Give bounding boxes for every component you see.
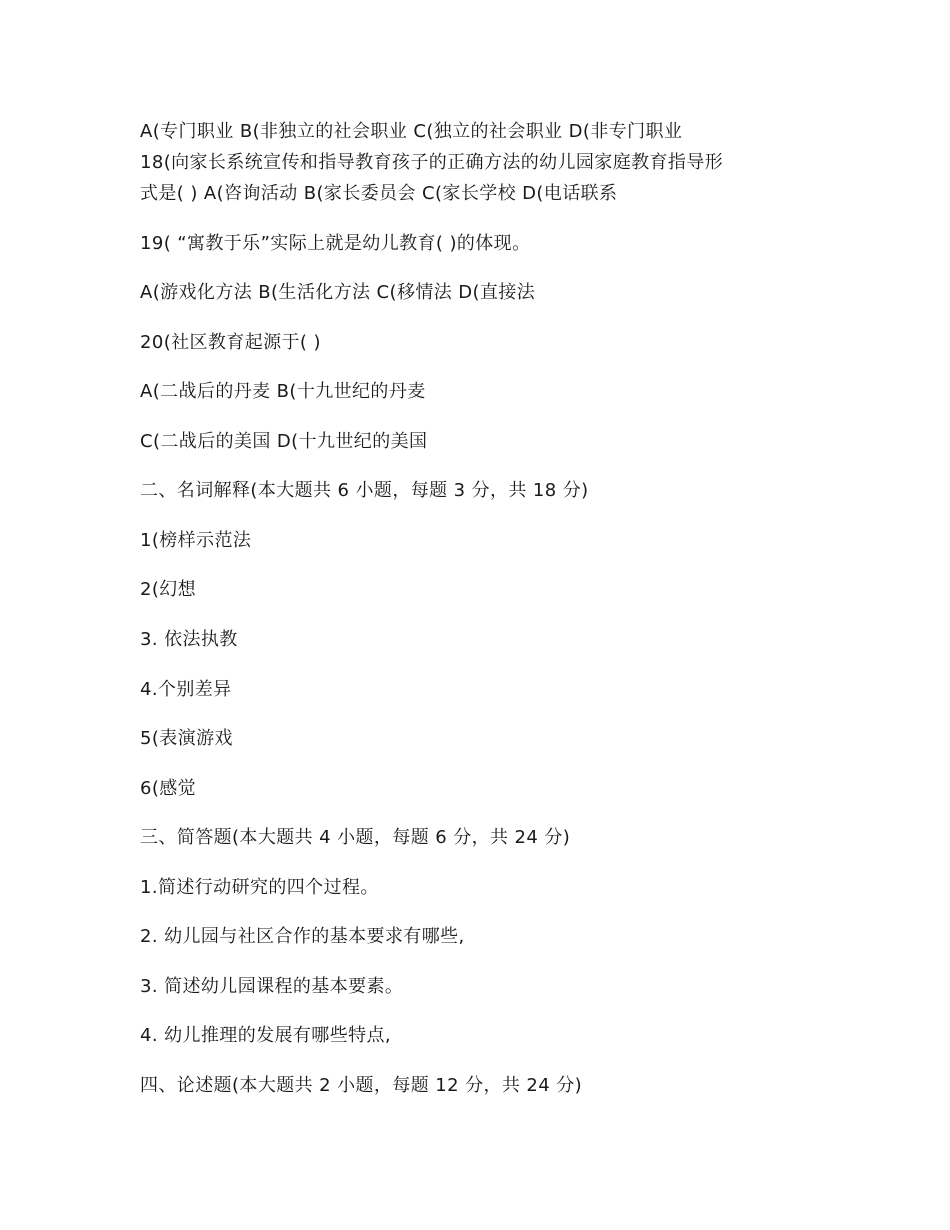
definition-item-1: 1(榜样示范法 — [140, 530, 252, 551]
q18-question: 18(向家长系统宣传和指导教育孩子的正确方法的幼儿园家庭教育指导形 — [140, 152, 724, 173]
short-answer-item-4: 4. 幼儿推理的发展有哪些特点, — [140, 1025, 392, 1046]
section-heading-short-answer: 三、简答题(本大题共 4 小题，每题 6 分，共 24 分) — [140, 827, 571, 848]
q18-options: 式是( ) A(咨询活动 B(家长委员会 C(家长学校 D(电话联系 — [140, 183, 618, 204]
short-answer-item-1: 1.简述行动研究的四个过程。 — [140, 877, 379, 898]
q19-question: 19( “寓教于乐”实际上就是幼儿教育( )的体现。 — [140, 233, 531, 254]
definition-item-5: 5(表演游戏 — [140, 728, 233, 749]
q20-options-cd: C(二战后的美国 D(十九世纪的美国 — [140, 431, 428, 452]
definition-item-2: 2(幻想 — [140, 579, 197, 600]
q20-question: 20(社区教育起源于( ) — [140, 332, 321, 353]
q20-options-ab: A(二战后的丹麦 B(十九世纪的丹麦 — [140, 381, 426, 402]
definition-item-4: 4.个别差异 — [140, 679, 232, 700]
short-answer-item-2: 2. 幼儿园与社区合作的基本要求有哪些, — [140, 926, 465, 947]
definition-item-3: 3. 依法执教 — [140, 629, 238, 650]
short-answer-item-3: 3. 简述幼儿园课程的基本要素。 — [140, 976, 404, 997]
q19-options: A(游戏化方法 B(生活化方法 C(移情法 D(直接法 — [140, 282, 536, 303]
section-heading-definitions: 二、名词解释(本大题共 6 小题，每题 3 分，共 18 分) — [140, 480, 589, 501]
q17-options: A(专门职业 B(非独立的社会职业 C(独立的社会职业 D(非专门职业 — [140, 121, 683, 142]
section-heading-essay: 四、论述题(本大题共 2 小题，每题 12 分，共 24 分) — [140, 1075, 583, 1096]
definition-item-6: 6(感觉 — [140, 778, 197, 799]
